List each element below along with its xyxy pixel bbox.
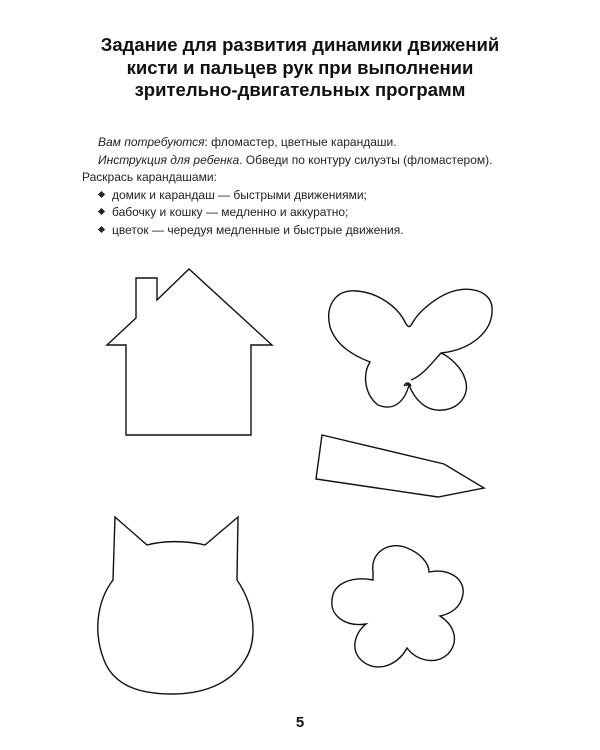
title-line-2: кисти и пальцев рук при выполнении (126, 56, 474, 78)
cat-head-outline-icon (98, 517, 253, 694)
color-intro: Раскрась карандашами: (82, 170, 217, 185)
materials-text: : фломастер, цветные карандаши. (204, 135, 397, 149)
materials-label: Вам потребуются (98, 135, 205, 149)
child-instruction-label: Инструкция для ребенка (98, 152, 240, 167)
list-item-text: бабочку и кошку — медленно и аккуратно; (112, 205, 349, 220)
list-item-text: цветок — чередуя медленные и быстрые движения. (112, 222, 404, 237)
page-number: 5 (295, 714, 305, 731)
child-instruction-text: . Обведи по контуру силуэты (фломастером). (239, 152, 493, 167)
title-line-3: зрительно-двигательных программ (134, 79, 466, 100)
butterfly-antennae-icon (404, 383, 411, 386)
flower-outline-icon (332, 546, 463, 667)
title-line-1: Задание для развития динамики движений (100, 34, 500, 55)
list-item-text: домик и карандаш — быстрыми движениями; (112, 187, 367, 202)
butterfly-outline-icon (329, 289, 492, 410)
house-outline-icon (107, 269, 272, 435)
pencil-outline-icon (316, 435, 484, 497)
